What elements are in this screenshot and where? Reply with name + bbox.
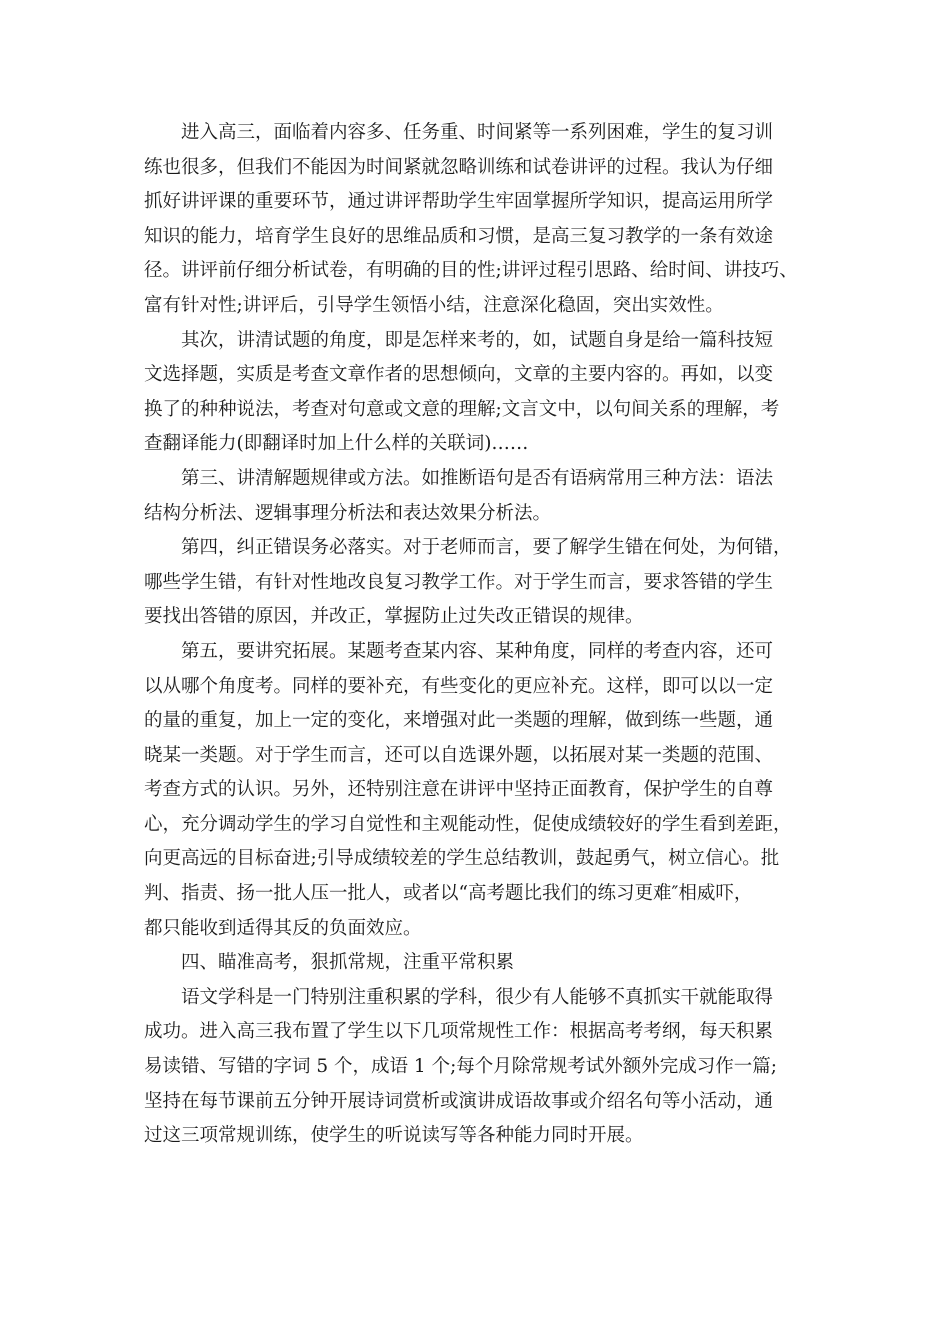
text-line: 考查方式的认识。另外，还特别注意在讲评中坚持正面教育，保护学生的自尊 — [144, 779, 774, 801]
text-line: 知识的能力，培育学生良好的思维品质和习惯，是高三复习教学的一条有效途 — [144, 225, 774, 247]
text-line: 易读错、写错的字词 5 个，成语 1 个;每个月除常规考试外额外完成习作一篇; — [144, 1056, 778, 1078]
text-line: 坚持在每节课前五分钟开展诗词赏析或演讲成语故事或介绍名句等小活动，通 — [144, 1090, 774, 1112]
text-line: 练也很多，但我们不能因为时间紧就忽略训练和试卷讲评的过程。我认为仔细 — [144, 156, 774, 178]
text-line: 进入高三，面临着内容多、任务重、时间紧等一系列困难，学生的复习训 — [181, 122, 774, 143]
text-line: 第三、讲清解题规律或方法。如推断语句是否有语病常用三种方法：语法 — [181, 467, 774, 489]
text-line: 富有针对性;讲评后，引导学生领悟小结，注意深化稳固，突出实效性。 — [144, 294, 724, 316]
text-line: 要找出答错的原因，并改正，掌握防止过失改正错误的规律。 — [144, 606, 644, 628]
text-line: 其次，讲清试题的角度，即是怎样来考的，如，试题自身是给一篇科技短 — [181, 329, 774, 351]
text-line: 判、指责、扬一批人压一批人，或者以“高考题比我们的练习更难″相威吓， — [144, 883, 753, 905]
text-line: 查翻译能力(即翻译时加上什么样的关联词)…… — [144, 433, 529, 455]
text-line: 心，充分调动学生的学习自觉性和主观能动性，促使成绩较好的学生看到差距， — [144, 813, 792, 835]
text-line: 晓某一类题。对于学生而言，还可以自选课外题，以拓展对某一类题的范围、 — [144, 744, 774, 766]
text-line: 成功。进入高三我布置了学生以下几项常规性工作：根据高考考纲，每天积累 — [144, 1021, 774, 1043]
text-line: 第四，纠正错误务必落实。对于老师而言，要了解学生错在何处，为何错， — [181, 537, 792, 559]
text-line: 第五，要讲究拓展。某题考查某内容、某种角度，同样的考查内容，还可 — [181, 640, 774, 662]
text-line: 结构分析法、逻辑事理分析法和表达效果分析法。 — [144, 502, 552, 524]
document-body — [144, 116, 824, 1154]
text-line: 以从哪个角度考。同样的要补充，有些变化的更应补充。这样，即可以以一定 — [144, 675, 774, 697]
text-line: 径。讲评前仔细分析试卷，有明确的目的性;讲评过程引思路、给时间、讲技巧、 — [144, 260, 798, 282]
text-line: 文选择题，实质是考查文章作者的思想倾向，文章的主要内容的。再如，以变 — [144, 364, 774, 386]
section-heading: 四、瞄准高考，狠抓常规，注重平常积累 — [181, 952, 515, 974]
text-line: 都只能收到适得其反的负面效应。 — [144, 917, 422, 939]
text-line: 的量的重复，加上一定的变化，来增强对此一类题的理解，做到练一些题，通 — [144, 710, 774, 732]
text-line: 抓好讲评课的重要环节，通过讲评帮助学生牢固掌握所学知识，提高运用所学 — [144, 191, 774, 213]
text-line: 换了的种种说法，考查对句意或文意的理解;文言文中，以句间关系的理解，考 — [144, 398, 780, 420]
text-line: 向更高远的目标奋进;引导成绩较差的学生总结教训，鼓起勇气，树立信心。批 — [144, 848, 780, 870]
text-line: 哪些学生错，有针对性地改良复习教学工作。对于学生而言，要求答错的学生 — [144, 571, 774, 593]
text-line: 过这三项常规训练，使学生的听说读写等各种能力同时开展。 — [144, 1125, 644, 1147]
text-line: 语文学科是一门特别注重积累的学科，很少有人能够不真抓实干就能取得 — [181, 986, 774, 1008]
